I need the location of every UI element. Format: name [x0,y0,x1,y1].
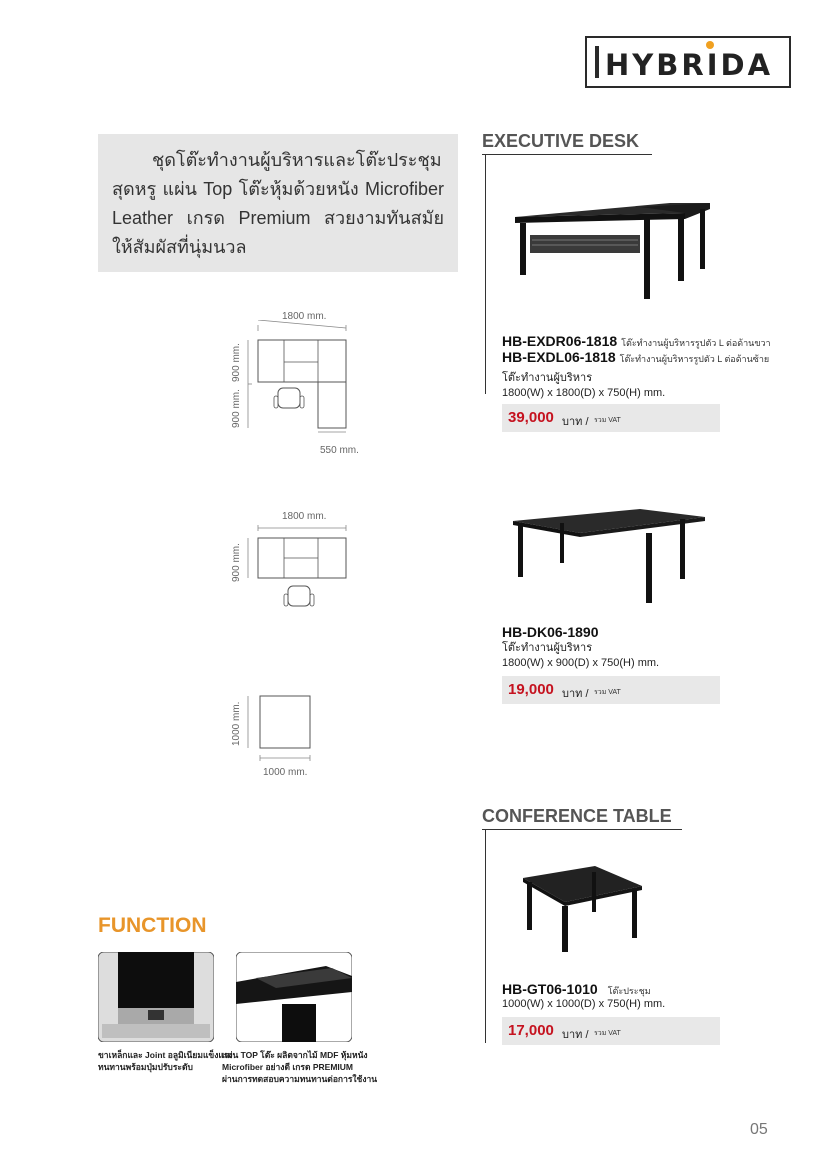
product-code-text: HB-EXDR06-1818 [502,333,618,349]
conference-table-image [520,858,645,958]
dim-depth: 1000 mm. [231,701,242,746]
brand-logo [585,36,791,88]
product-size: 1800(W) x 1800(D) x 750(H) mm. [502,387,666,399]
price-box [502,404,720,432]
divider [485,829,486,1043]
product-size: 1800(W) x 900(D) x 750(H) mm. [502,657,660,669]
divider [482,829,682,830]
logo-bar [595,46,599,78]
product-code-text: HB-GT06-1010 [502,981,598,997]
product-code [502,349,769,366]
divider [485,154,486,394]
caption-line: ขาเหล็กและ Joint อลูมิเนียมแข็งแรง [98,1050,233,1060]
dim-depth-top: 900 mm. [231,343,242,382]
section-title-function: FUNCTION [98,914,207,937]
dim-depth-side: 900 mm. [231,389,242,428]
dim-depth: 900 mm. [231,543,242,582]
price-vat: รวม VAT [594,417,621,424]
price-unit: บาท / [562,1029,589,1041]
price-value: 19,000 [508,681,554,698]
caption-line: ทนทานพร้อมปุ่มปรับระดับ [98,1062,193,1072]
intro-text: ชุดโต๊ะทำงานผู้บริหารและโต๊ะประชุม สุดหรู แผ่น Top โต๊ะหุ้มด้วยหนัง Microfiber Leather เกรด Premium สวยงามทันสมัย ให้สัมผัสที่นุ่มนวล [112,150,444,257]
function-caption-leg [98,1049,233,1073]
table-diagram [240,692,340,767]
intro-box [98,134,458,272]
price-box [502,676,720,704]
product-code [502,981,651,998]
price-vat: รวม VAT [594,1030,621,1037]
desk-image [510,505,710,610]
caption-line: Microfiber อย่างดี เกรด PREMIUM [222,1062,353,1072]
function-caption-top [222,1049,377,1085]
product-subtitle: โต๊ะทำงานผู้บริหารรูปตัว L ต่อด้านขวา [621,338,771,348]
caption-line: ผ่านการทดสอบความทนทานต่อการใช้งาน [222,1074,378,1084]
dim-width: 1800 mm. [282,311,327,322]
dim-width: 1000 mm. [263,767,308,778]
l-desk-diagram [240,320,370,440]
price-value: 17,000 [508,1022,554,1039]
l-desk-image [510,195,720,305]
product-description: โต๊ะทำงานผู้บริหาร [502,372,593,384]
price-unit: บาท / [562,688,589,700]
price-value: 39,000 [508,409,554,426]
function-image-top [236,952,352,1042]
divider [482,154,652,155]
section-title-conference: CONFERENCE TABLE [482,806,672,826]
section-title-executive: EXECUTIVE DESK [482,131,640,151]
function-image-leg [98,952,214,1042]
product-code [502,333,771,350]
product-description: โต๊ะทำงานผู้บริหาร [502,642,593,654]
product-subtitle: โต๊ะประชุม [607,986,651,996]
price-vat: รวม VAT [594,689,621,696]
page-number: 05 [750,1121,768,1138]
dim-return: 550 mm. [320,445,359,456]
product-subtitle: โต๊ะทำงานผู้บริหารรูปตัว L ต่อด้านซ้าย [619,354,770,364]
caption-line: แผ่น TOP โต๊ะ ผลิตจากไม้ MDF หุ้มหนัง [222,1050,368,1060]
desk-diagram [240,520,370,630]
brand-name: HYBRIDA [605,48,774,82]
product-size: 1000(W) x 1000(D) x 750(H) mm. [502,998,666,1010]
dim-width: 1800 mm. [282,511,327,522]
product-code: HB-DK06-1890 [502,624,599,640]
price-unit: บาท / [562,416,589,428]
price-box [502,1017,720,1045]
product-code-text: HB-EXDL06-1818 [502,349,616,365]
